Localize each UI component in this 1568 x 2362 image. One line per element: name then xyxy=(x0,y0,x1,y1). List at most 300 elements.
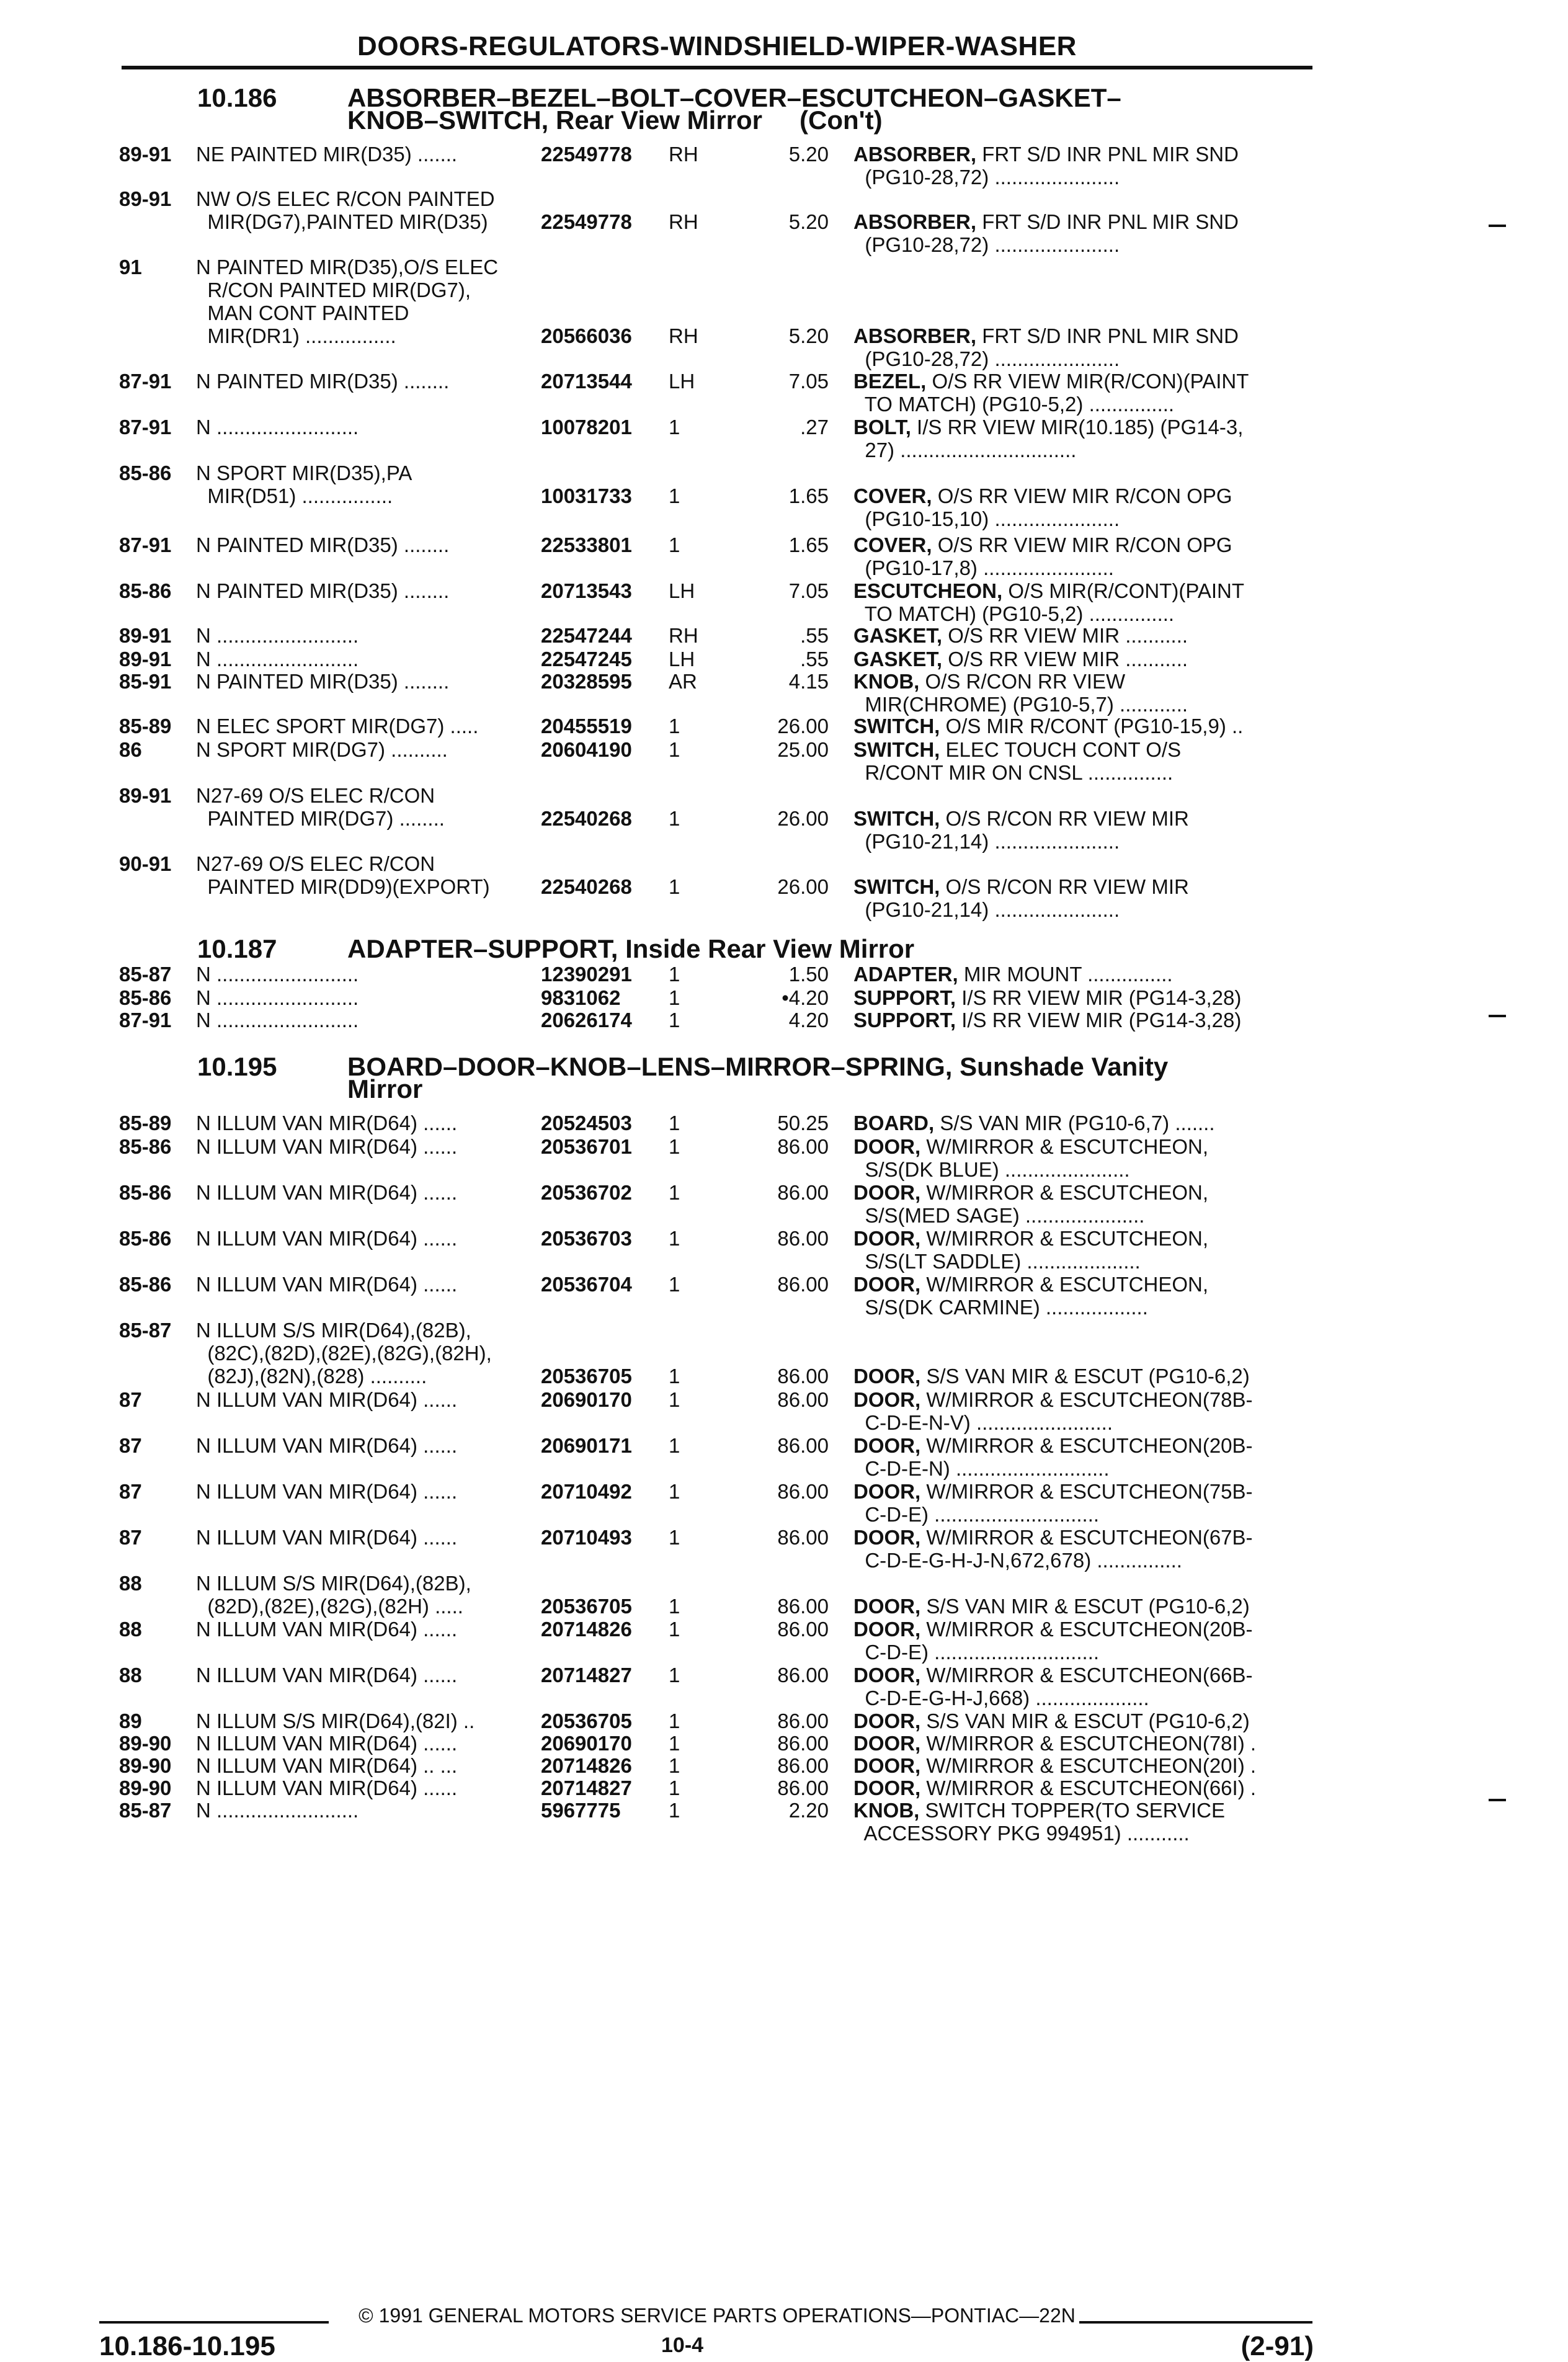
part-name: DOOR, xyxy=(853,1135,921,1158)
quantity: RH xyxy=(669,143,698,166)
usage-description: N ......................... xyxy=(196,624,359,647)
quantity: 1 xyxy=(669,533,680,556)
usage-description: N ILLUM VAN MIR(D64) ...... xyxy=(196,1618,458,1641)
part-number: 22549778 xyxy=(541,210,632,233)
quantity: 1 xyxy=(669,1732,680,1755)
usage-description: N PAINTED MIR(D35) ........ xyxy=(196,579,450,602)
model-years: 85-91 xyxy=(119,670,172,693)
quantity: 1 xyxy=(669,1754,680,1777)
quantity: 1 xyxy=(669,1112,680,1134)
model-years: 89-91 xyxy=(119,784,172,807)
part-number: 20536703 xyxy=(541,1227,632,1250)
model-years: 85-86 xyxy=(119,1135,172,1158)
part-number: 20536702 xyxy=(541,1181,632,1204)
margin-mark xyxy=(1489,225,1506,227)
part-detail: W/MIRROR & ESCUTCHEON(66B- C-D-E-G-H-J,668) .................... xyxy=(865,1664,1253,1709)
part-number: 22547244 xyxy=(541,624,632,647)
part-description xyxy=(853,1618,1312,1664)
part-detail: O/S MIR R/CONT (PG10-15,9) .. xyxy=(940,715,1244,738)
usage-description: N ILLUM VAN MIR(D64) ...... xyxy=(196,1135,458,1158)
model-years: 87 xyxy=(119,1388,142,1411)
usage-description: N PAINTED MIR(D35) ........ xyxy=(196,533,450,556)
usage-description: N ILLUM S/S MIR(D64),(82B), (82C),(82D),(82E),(82G),(82H), (82J),(82N),(828) .......... xyxy=(196,1319,492,1388)
part-number: 20536705 xyxy=(541,1709,632,1732)
part-name: DOOR, xyxy=(853,1526,921,1549)
part-name: DOOR, xyxy=(853,1434,921,1457)
price: 26.00 xyxy=(777,875,829,898)
part-number: 22549778 xyxy=(541,143,632,166)
part-detail: O/S RR VIEW MIR R/CON OPG (PG10-17,8) ....................... xyxy=(865,533,1232,579)
usage-description: N ILLUM S/S MIR(D64),(82B), (82D),(82E),(82G),(82H) ..... xyxy=(196,1572,471,1618)
model-years: 89-90 xyxy=(119,1732,172,1755)
part-detail: W/MIRROR & ESCUTCHEON(78I) . xyxy=(920,1732,1257,1755)
part-name: KNOB, xyxy=(853,1799,920,1822)
price: 86.00 xyxy=(777,1754,829,1777)
part-detail: W/MIRROR & ESCUTCHEON, S/S(DK CARMINE) .................. xyxy=(865,1273,1209,1319)
part-description xyxy=(853,210,1312,256)
part-description xyxy=(853,1434,1312,1480)
part-description xyxy=(853,963,1312,986)
quantity: 1 xyxy=(669,1664,680,1687)
part-name: SUPPORT, xyxy=(853,986,956,1009)
model-years: 85-89 xyxy=(119,715,172,738)
model-years: 87-91 xyxy=(119,533,172,556)
part-name: DOOR, xyxy=(853,1618,921,1641)
part-detail: S/S VAN MIR & ESCUT (PG10-6,2) xyxy=(920,1365,1250,1388)
part-number: 20690171 xyxy=(541,1434,632,1457)
price: 86.00 xyxy=(777,1434,829,1457)
margin-mark xyxy=(1489,1015,1506,1017)
price: 86.00 xyxy=(777,1732,829,1755)
price: 4.15 xyxy=(788,670,829,693)
part-detail: O/S MIR(R/CONT)(PAINT TO MATCH) (PG10-5,2) ............... xyxy=(864,579,1245,625)
part-name: DOOR, xyxy=(853,1273,921,1296)
part-number: 20524503 xyxy=(541,1112,632,1134)
part-detail: W/MIRROR & ESCUTCHEON(67B- C-D-E-G-H-J-N,672,678) ............... xyxy=(865,1526,1253,1572)
part-description xyxy=(853,1480,1312,1526)
part-description xyxy=(853,875,1312,921)
usage-description: N PAINTED MIR(D35),O/S ELEC R/CON PAINTED MIR(DG7), MAN CONT PAINTED MIR(DR1) ................ xyxy=(196,256,499,347)
part-number: 20328595 xyxy=(541,670,632,693)
part-detail: FRT S/D INR PNL MIR SND (PG10-28,72) ...................... xyxy=(865,143,1239,189)
part-detail: W/MIRROR & ESCUTCHEON, S/S(DK BLUE) ...................... xyxy=(865,1135,1209,1181)
part-description xyxy=(853,484,1312,530)
model-years: 85-87 xyxy=(119,1319,172,1342)
model-years: 87-91 xyxy=(119,416,172,439)
part-name: GASKET, xyxy=(853,648,943,671)
part-number: 20714827 xyxy=(541,1664,632,1687)
quantity: 1 xyxy=(669,715,680,738)
part-name: DOOR, xyxy=(853,1732,921,1755)
usage-description: N ILLUM VAN MIR(D64) ...... xyxy=(196,1732,458,1755)
quantity: 1 xyxy=(669,1526,680,1549)
model-years: 85-86 xyxy=(119,1273,172,1296)
usage-description: N ILLUM VAN MIR(D64) ...... xyxy=(196,1112,458,1134)
quantity: 1 xyxy=(669,807,680,830)
usage-description: N PAINTED MIR(D35) ........ xyxy=(196,370,450,393)
part-number: 20710493 xyxy=(541,1526,632,1549)
price: 4.20 xyxy=(788,1009,829,1032)
part-detail: MIR MOUNT ............... xyxy=(958,963,1173,986)
quantity: 1 xyxy=(669,1709,680,1732)
footer-rule-left xyxy=(99,2321,329,2324)
part-number: 20536705 xyxy=(541,1365,632,1388)
part-detail: SWITCH TOPPER(TO SERVICE ACCESSORY PKG 994951) ........... xyxy=(863,1799,1225,1845)
model-years: 89-90 xyxy=(119,1754,172,1777)
usage-description: N ILLUM VAN MIR(D64) ...... xyxy=(196,1434,458,1457)
section-range: 10.186-10.195 xyxy=(99,2331,275,2361)
part-detail: I/S RR VIEW MIR (PG14-3,28) xyxy=(956,1009,1242,1032)
quantity: 1 xyxy=(669,1009,680,1032)
part-detail: O/S RR VIEW MIR(R/CON)(PAINT TO MATCH) (PG10-5,2) ............... xyxy=(864,370,1249,416)
price: 25.00 xyxy=(777,738,829,761)
part-detail: O/S R/CON RR VIEW MIR (PG10-21,14) ...................... xyxy=(865,875,1189,921)
part-description xyxy=(853,1112,1312,1134)
part-name: ABSORBER, xyxy=(853,210,977,233)
part-number: 10031733 xyxy=(541,484,632,507)
section-title: ABSORBER–BEZEL–BOLT–COVER–ESCUTCHEON–GASKET– xyxy=(347,83,1121,112)
usage-description: N ILLUM VAN MIR(D64) ...... xyxy=(196,1273,458,1296)
part-number: 20626174 xyxy=(541,1009,632,1032)
part-name: BEZEL, xyxy=(853,370,927,393)
price: 5.20 xyxy=(788,143,829,166)
part-description xyxy=(853,670,1312,716)
quantity: LH xyxy=(669,579,695,602)
part-description xyxy=(853,1709,1312,1732)
quantity: 1 xyxy=(669,484,680,507)
part-name: DOOR, xyxy=(853,1664,921,1687)
part-description xyxy=(853,1365,1312,1388)
quantity: 1 xyxy=(669,1135,680,1158)
part-number: 20690170 xyxy=(541,1732,632,1755)
part-description xyxy=(853,624,1312,647)
part-name: BOLT, xyxy=(853,416,911,439)
model-years: 89 xyxy=(119,1709,142,1732)
quantity: 1 xyxy=(669,1227,680,1250)
part-number: 20714826 xyxy=(541,1618,632,1641)
price: 26.00 xyxy=(777,715,829,738)
part-name: DOOR, xyxy=(853,1365,921,1388)
quantity: 1 xyxy=(669,1799,680,1822)
part-name: ABSORBER, xyxy=(853,324,977,347)
part-name: DOOR, xyxy=(853,1227,921,1250)
part-name: SWITCH, xyxy=(853,715,940,738)
model-years: 87 xyxy=(119,1480,142,1503)
part-number: 12390291 xyxy=(541,963,632,986)
usage-description: N ILLUM VAN MIR(D64) .. ... xyxy=(196,1754,458,1777)
part-name: DOOR, xyxy=(853,1595,921,1618)
price: 86.00 xyxy=(777,1135,829,1158)
section-number: 10.186 xyxy=(197,83,277,112)
part-name: COVER, xyxy=(853,484,932,507)
part-name: SUPPORT, xyxy=(853,1009,956,1032)
price: 1.50 xyxy=(788,963,829,986)
model-years: 89-91 xyxy=(119,648,172,671)
part-detail: W/MIRROR & ESCUTCHEON(66I) . xyxy=(920,1776,1257,1799)
part-name: SWITCH, xyxy=(853,875,940,898)
usage-description: N ILLUM VAN MIR(D64) ...... xyxy=(196,1480,458,1503)
part-detail: W/MIRROR & ESCUTCHEON, S/S(LT SADDLE) .................... xyxy=(865,1227,1209,1273)
part-number: 20536701 xyxy=(541,1135,632,1158)
part-detail: FRT S/D INR PNL MIR SND (PG10-28,72) ...................... xyxy=(865,324,1239,370)
part-description xyxy=(853,738,1312,784)
revision-date: (2-91) xyxy=(1241,2331,1314,2361)
part-detail: O/S RR VIEW MIR R/CON OPG (PG10-15,10) ...................... xyxy=(865,484,1232,530)
model-years: 85-86 xyxy=(119,986,172,1009)
part-detail: O/S RR VIEW MIR ........... xyxy=(942,648,1188,671)
price: 86.00 xyxy=(777,1365,829,1388)
part-description xyxy=(853,143,1312,189)
part-description xyxy=(853,1732,1312,1755)
model-years: 88 xyxy=(119,1664,142,1687)
part-detail: S/S VAN MIR & ESCUT (PG10-6,2) xyxy=(920,1595,1250,1618)
usage-description: N27-69 O/S ELEC R/CON PAINTED MIR(DG7) ........ xyxy=(196,784,445,830)
section-title-line2: KNOB–SWITCH, Rear View Mirror (Con't) xyxy=(347,105,883,135)
part-name: COVER, xyxy=(853,533,932,556)
part-number: 5967775 xyxy=(541,1799,621,1822)
part-description xyxy=(853,1009,1312,1032)
model-years: 88 xyxy=(119,1572,142,1595)
model-years: 86 xyxy=(119,738,142,761)
model-years: 89-90 xyxy=(119,1776,172,1799)
model-years: 90-91 xyxy=(119,852,172,875)
model-years: 85-87 xyxy=(119,1799,172,1822)
part-number: 20536705 xyxy=(541,1595,632,1618)
price: •4.20 xyxy=(782,986,829,1009)
part-detail: I/S RR VIEW MIR (PG14-3,28) xyxy=(956,986,1242,1009)
model-years: 91 xyxy=(119,256,142,279)
part-name: KNOB, xyxy=(853,670,920,693)
model-years: 89-91 xyxy=(119,624,172,647)
usage-description: N SPORT MIR(D35),PA MIR(D51) ................ xyxy=(196,461,412,507)
part-description xyxy=(853,1776,1312,1799)
price: .55 xyxy=(800,624,829,647)
part-number: 22547245 xyxy=(541,648,632,671)
model-years: 85-86 xyxy=(119,1227,172,1250)
quantity: 1 xyxy=(669,1434,680,1457)
model-years: 85-86 xyxy=(119,579,172,602)
part-description xyxy=(853,1526,1312,1572)
part-name: SWITCH, xyxy=(853,807,940,830)
quantity: 1 xyxy=(669,1181,680,1204)
usage-description: N ILLUM VAN MIR(D64) ...... xyxy=(196,1526,458,1549)
quantity: LH xyxy=(669,370,695,393)
part-description xyxy=(853,1227,1312,1273)
part-number: 9831062 xyxy=(541,986,621,1009)
part-name: ADAPTER, xyxy=(853,963,958,986)
part-description xyxy=(853,416,1312,461)
model-years: 85-86 xyxy=(119,461,172,484)
part-description xyxy=(853,1799,1312,1845)
quantity: LH xyxy=(669,648,695,671)
usage-description: N ......................... xyxy=(196,986,359,1009)
usage-description: N ILLUM S/S MIR(D64),(82I) .. xyxy=(196,1709,475,1732)
price: .27 xyxy=(800,416,829,439)
usage-description: NW O/S ELEC R/CON PAINTED MIR(DG7),PAINTED MIR(D35) xyxy=(196,187,495,233)
part-description xyxy=(853,807,1312,853)
model-years: 88 xyxy=(119,1618,142,1641)
price: 86.00 xyxy=(777,1388,829,1411)
part-description xyxy=(853,1388,1312,1434)
price: 86.00 xyxy=(777,1227,829,1250)
part-name: GASKET, xyxy=(853,624,943,647)
part-description xyxy=(853,648,1312,671)
part-detail: W/MIRROR & ESCUTCHEON(78B- C-D-E-N-V) ........................ xyxy=(865,1388,1253,1434)
model-years: 89-91 xyxy=(119,143,172,166)
part-number: 20713544 xyxy=(541,370,632,393)
part-name: DOOR, xyxy=(853,1709,921,1732)
section-title: BOARD–DOOR–KNOB–LENS–MIRROR–SPRING, Sunshade Vanity xyxy=(347,1052,1169,1081)
part-number: 22540268 xyxy=(541,807,632,830)
part-name: ABSORBER, xyxy=(853,143,977,166)
part-description xyxy=(853,1754,1312,1777)
part-detail: W/MIRROR & ESCUTCHEON(20B- C-D-E) ............................. xyxy=(865,1618,1253,1664)
part-number: 20536704 xyxy=(541,1273,632,1296)
price: 26.00 xyxy=(777,807,829,830)
part-detail: O/S RR VIEW MIR ........... xyxy=(942,624,1188,647)
part-name: BOARD, xyxy=(853,1112,935,1134)
price: 50.25 xyxy=(777,1112,829,1134)
quantity: RH xyxy=(669,324,698,347)
model-years: 85-89 xyxy=(119,1112,172,1134)
part-detail: O/S R/CON RR VIEW MIR(CHROME) (PG10-5,7) ............ xyxy=(865,670,1188,716)
part-description xyxy=(853,715,1312,738)
part-description xyxy=(853,1595,1312,1618)
part-description xyxy=(853,579,1312,625)
usage-description: N ......................... xyxy=(196,963,359,986)
part-detail: W/MIRROR & ESCUTCHEON(75B- C-D-E) ............................. xyxy=(865,1480,1253,1526)
price: 5.20 xyxy=(788,324,829,347)
usage-description: NE PAINTED MIR(D35) ....... xyxy=(196,143,458,166)
quantity: 1 xyxy=(669,875,680,898)
part-detail: O/S R/CON RR VIEW MIR (PG10-21,14) ...................... xyxy=(865,807,1189,853)
price: 1.65 xyxy=(788,484,829,507)
price: 86.00 xyxy=(777,1776,829,1799)
usage-description: N ILLUM VAN MIR(D64) ...... xyxy=(196,1388,458,1411)
quantity: 1 xyxy=(669,1776,680,1799)
usage-description: N27-69 O/S ELEC R/CON PAINTED MIR(DD9)(EXPORT) xyxy=(196,852,490,898)
part-detail: S/S VAN MIR (PG10-6,7) ....... xyxy=(934,1112,1215,1134)
quantity: 1 xyxy=(669,1365,680,1388)
price: 86.00 xyxy=(777,1709,829,1732)
part-name: DOOR, xyxy=(853,1181,921,1204)
quantity: 1 xyxy=(669,1388,680,1411)
part-description xyxy=(853,1181,1312,1227)
usage-description: N SPORT MIR(DG7) .......... xyxy=(196,738,448,761)
part-description xyxy=(853,1273,1312,1319)
page-number: 10-4 xyxy=(661,2333,704,2357)
margin-mark xyxy=(1489,1799,1506,1801)
usage-description: N ......................... xyxy=(196,416,359,439)
part-detail: ELEC TOUCH CONT O/S R/CONT MIR ON CNSL ............... xyxy=(865,738,1182,784)
part-number: 20566036 xyxy=(541,324,632,347)
section-number: 10.195 xyxy=(197,1052,277,1081)
price: .55 xyxy=(800,648,829,671)
part-name: DOOR, xyxy=(853,1776,921,1799)
part-detail: I/S RR VIEW MIR(10.185) (PG14-3, 27) ............................... xyxy=(865,416,1244,461)
part-number: 20714826 xyxy=(541,1754,632,1777)
part-name: DOOR, xyxy=(853,1388,921,1411)
part-name: DOOR, xyxy=(853,1480,921,1503)
usage-description: N ......................... xyxy=(196,1009,359,1032)
header-rule xyxy=(122,66,1312,69)
usage-description: N ILLUM VAN MIR(D64) ...... xyxy=(196,1227,458,1250)
part-name: DOOR, xyxy=(853,1754,921,1777)
part-name: SWITCH, xyxy=(853,738,940,761)
part-number: 20455519 xyxy=(541,715,632,738)
quantity: 1 xyxy=(669,963,680,986)
usage-description: N ILLUM VAN MIR(D64) ...... xyxy=(196,1181,458,1204)
price: 1.65 xyxy=(788,533,829,556)
section-title-line2: Mirror xyxy=(347,1074,423,1103)
section-number: 10.187 xyxy=(197,934,277,963)
section-title: ADAPTER–SUPPORT, Inside Rear View Mirror xyxy=(347,934,915,963)
footer-rule-right xyxy=(1079,2321,1312,2324)
price: 86.00 xyxy=(777,1181,829,1204)
model-years: 87 xyxy=(119,1434,142,1457)
usage-description: N PAINTED MIR(D35) ........ xyxy=(196,670,450,693)
price: 86.00 xyxy=(777,1595,829,1618)
part-description xyxy=(853,370,1312,416)
price: 86.00 xyxy=(777,1526,829,1549)
part-detail: W/MIRROR & ESCUTCHEON(20I) . xyxy=(920,1754,1257,1777)
quantity: 1 xyxy=(669,986,680,1009)
model-years: 87-91 xyxy=(119,1009,172,1032)
quantity: RH xyxy=(669,210,698,233)
copyright-notice: © 1991 GENERAL MOTORS SERVICE PARTS OPERATIONS—PONTIAC—22N xyxy=(359,2304,1076,2327)
usage-description: N ILLUM VAN MIR(D64) ...... xyxy=(196,1664,458,1687)
model-years: 87-91 xyxy=(119,370,172,393)
usage-description: N ......................... xyxy=(196,1799,359,1822)
price: 7.05 xyxy=(788,370,829,393)
price: 86.00 xyxy=(777,1480,829,1503)
quantity: 1 xyxy=(669,1595,680,1618)
part-number: 10078201 xyxy=(541,416,632,439)
part-number: 20713543 xyxy=(541,579,632,602)
price: 86.00 xyxy=(777,1273,829,1296)
price: 7.05 xyxy=(788,579,829,602)
usage-description: N ELEC SPORT MIR(DG7) ..... xyxy=(196,715,479,738)
quantity: RH xyxy=(669,624,698,647)
part-detail: FRT S/D INR PNL MIR SND (PG10-28,72) ...................... xyxy=(865,210,1239,256)
part-number: 20710492 xyxy=(541,1480,632,1503)
part-description xyxy=(853,533,1312,579)
quantity: 1 xyxy=(669,1273,680,1296)
quantity: 1 xyxy=(669,416,680,439)
part-number: 22540268 xyxy=(541,875,632,898)
price: 2.20 xyxy=(788,1799,829,1822)
continued-label: (Con't) xyxy=(800,105,883,135)
quantity: 1 xyxy=(669,738,680,761)
price: 5.20 xyxy=(788,210,829,233)
part-number: 20604190 xyxy=(541,738,632,761)
quantity: AR xyxy=(669,670,697,693)
price: 86.00 xyxy=(777,1664,829,1687)
price: 86.00 xyxy=(777,1618,829,1641)
part-number: 22533801 xyxy=(541,533,632,556)
model-years: 85-86 xyxy=(119,1181,172,1204)
part-detail: W/MIRROR & ESCUTCHEON, S/S(MED SAGE) ..................... xyxy=(865,1181,1209,1227)
model-years: 89-91 xyxy=(119,187,172,210)
part-description xyxy=(853,1135,1312,1181)
quantity: 1 xyxy=(669,1618,680,1641)
part-description xyxy=(853,324,1312,370)
usage-description: N ILLUM VAN MIR(D64) ...... xyxy=(196,1776,458,1799)
quantity: 1 xyxy=(669,1480,680,1503)
part-number: 20690170 xyxy=(541,1388,632,1411)
part-name: ESCUTCHEON, xyxy=(853,579,1003,602)
part-detail: W/MIRROR & ESCUTCHEON(20B- C-D-E-N) ........................... xyxy=(865,1434,1253,1480)
